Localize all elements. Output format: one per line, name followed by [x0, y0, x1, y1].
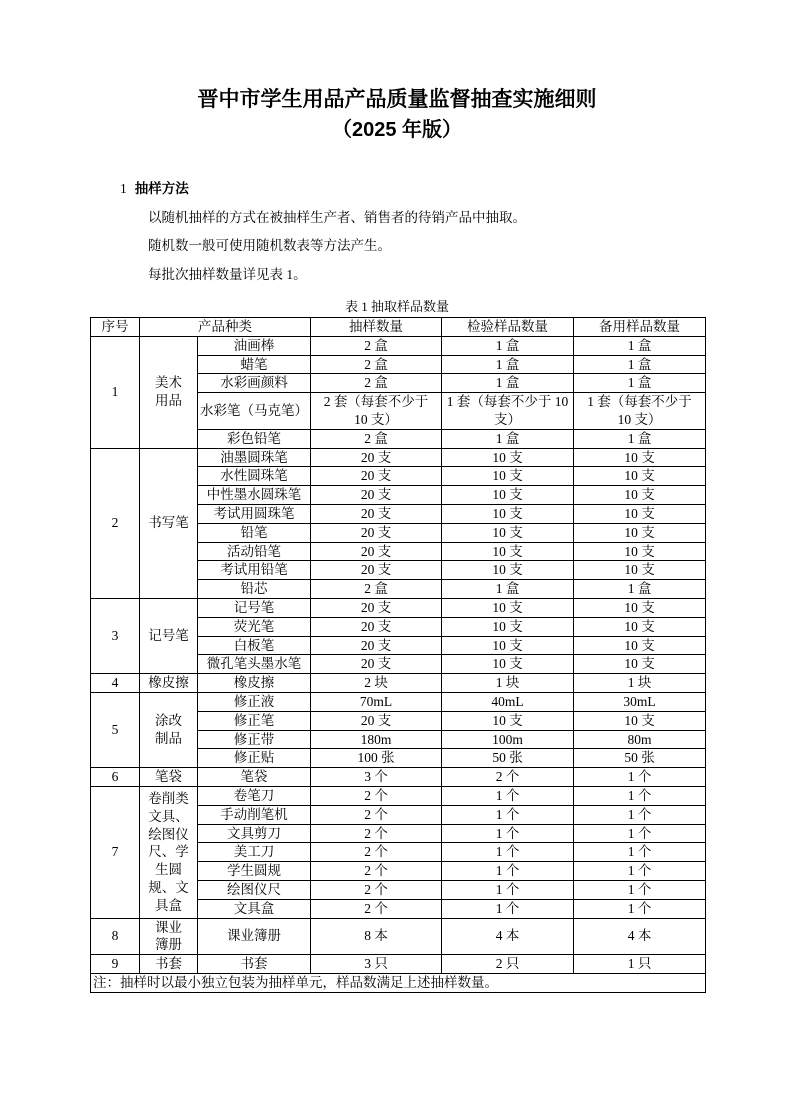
cell-backup-quantity: 10 支: [574, 655, 706, 674]
cell-serial-number: 1: [91, 336, 140, 448]
cell-backup-quantity: 10 支: [574, 542, 706, 561]
cell-serial-number: 4: [91, 674, 140, 693]
cell-product-name: 橡皮擦: [198, 674, 311, 693]
cell-backup-quantity: 1 个: [574, 786, 706, 805]
cell-product-name: 彩色铅笔: [198, 429, 311, 448]
cell-sample-quantity: 2 块: [311, 674, 442, 693]
cell-test-quantity: 10 支: [442, 561, 574, 580]
table-row: [91, 786, 706, 805]
cell-category: 美术 用品: [140, 336, 198, 448]
table-note-row: [91, 973, 706, 992]
cell-product-name: 修正带: [198, 730, 311, 749]
cell-product-name: 荧光笔: [198, 617, 311, 636]
cell-backup-quantity: 1 个: [574, 862, 706, 881]
cell-product-name: 修正液: [198, 692, 311, 711]
cell-sample-quantity: 20 支: [311, 617, 442, 636]
cell-backup-quantity: 10 支: [574, 598, 706, 617]
cell-product-name: 蜡笔: [198, 355, 311, 374]
cell-sample-quantity: 180m: [311, 730, 442, 749]
cell-sample-quantity: 2 盒: [311, 580, 442, 599]
cell-backup-quantity: 4 本: [574, 918, 706, 955]
cell-product-name: 考试用铅笔: [198, 561, 311, 580]
document-title: 晋中市学生用品产品质量监督抽查实施细则: [197, 88, 597, 111]
header-test-quantity: 检验样品数量: [442, 318, 574, 337]
table-header-row: [91, 318, 706, 337]
cell-product-name: 手动削笔机: [198, 805, 311, 824]
cell-product-name: 白板笔: [198, 636, 311, 655]
cell-test-quantity: 1 个: [442, 786, 574, 805]
cell-product-name: 文具剪刀: [198, 824, 311, 843]
cell-sample-quantity: 20 支: [311, 711, 442, 730]
cell-sample-quantity: 20 支: [311, 523, 442, 542]
table-row: [91, 336, 706, 355]
cell-sample-quantity: 20 支: [311, 598, 442, 617]
cell-backup-quantity: 1 个: [574, 824, 706, 843]
cell-serial-number: 9: [91, 955, 140, 974]
cell-backup-quantity: 10 支: [574, 711, 706, 730]
cell-product-name: 修正笔: [198, 711, 311, 730]
cell-product-name: 学生圆规: [198, 862, 311, 881]
cell-test-quantity: 1 个: [442, 805, 574, 824]
header-sample-quantity: 抽样数量: [311, 318, 442, 337]
cell-product-name: 书套: [198, 955, 311, 974]
cell-backup-quantity: 1 个: [574, 899, 706, 918]
cell-category: 卷削类 文具、 绘图仪 尺、学 生圆 规、文 具盒: [140, 786, 198, 918]
table-row: [91, 448, 706, 467]
cell-backup-quantity: 30mL: [574, 692, 706, 711]
cell-sample-quantity: 20 支: [311, 486, 442, 505]
cell-serial-number: 3: [91, 598, 140, 673]
cell-test-quantity: 10 支: [442, 486, 574, 505]
cell-backup-quantity: 1 盒: [574, 374, 706, 393]
cell-test-quantity: 1 个: [442, 843, 574, 862]
cell-product-name: 水性圆珠笔: [198, 467, 311, 486]
cell-sample-quantity: 2 套（每套不少于 10 支）: [311, 393, 442, 430]
cell-serial-number: 6: [91, 768, 140, 787]
cell-sample-quantity: 2 个: [311, 843, 442, 862]
cell-backup-quantity: 1 套（每套不少于 10 支）: [574, 393, 706, 430]
table-row: [91, 768, 706, 787]
cell-product-name: 油画棒: [198, 336, 311, 355]
cell-test-quantity: 1 个: [442, 824, 574, 843]
section-title: 抽样方法: [134, 181, 189, 196]
cell-test-quantity: 10 支: [442, 617, 574, 636]
cell-test-quantity: 1 块: [442, 674, 574, 693]
cell-sample-quantity: 2 盒: [311, 355, 442, 374]
cell-backup-quantity: 10 支: [574, 448, 706, 467]
cell-category: 书写笔: [140, 448, 198, 598]
cell-sample-quantity: 2 盒: [311, 429, 442, 448]
paragraph: 以随机抽样的方式在被抽样生产者、销售者的待销产品中抽取。: [148, 210, 526, 225]
table-row: [91, 674, 706, 693]
cell-test-quantity: 1 个: [442, 862, 574, 881]
cell-sample-quantity: 20 支: [311, 636, 442, 655]
cell-backup-quantity: 80m: [574, 730, 706, 749]
cell-test-quantity: 10 支: [442, 523, 574, 542]
cell-product-name: 记号笔: [198, 598, 311, 617]
cell-backup-quantity: 10 支: [574, 467, 706, 486]
cell-test-quantity: 2 只: [442, 955, 574, 974]
cell-test-quantity: 100m: [442, 730, 574, 749]
cell-product-name: 水彩画颜料: [198, 374, 311, 393]
cell-product-name: 美工刀: [198, 843, 311, 862]
cell-test-quantity: 1 盒: [442, 355, 574, 374]
cell-test-quantity: 1 个: [442, 880, 574, 899]
cell-test-quantity: 1 套（每套不少于 10 支）: [442, 393, 574, 430]
cell-test-quantity: 10 支: [442, 467, 574, 486]
cell-sample-quantity: 2 个: [311, 862, 442, 881]
cell-sample-quantity: 2 盒: [311, 374, 442, 393]
cell-test-quantity: 10 支: [442, 655, 574, 674]
cell-backup-quantity: 10 支: [574, 561, 706, 580]
cell-test-quantity: 10 支: [442, 542, 574, 561]
cell-category: 书套: [140, 955, 198, 974]
cell-backup-quantity: 1 块: [574, 674, 706, 693]
cell-sample-quantity: 2 个: [311, 805, 442, 824]
cell-backup-quantity: 1 盒: [574, 336, 706, 355]
cell-sample-quantity: 20 支: [311, 655, 442, 674]
cell-backup-quantity: 10 支: [574, 617, 706, 636]
cell-product-name: 修正贴: [198, 749, 311, 768]
cell-test-quantity: 10 支: [442, 504, 574, 523]
cell-product-name: 文具盒: [198, 899, 311, 918]
cell-product-name: 课业簿册: [198, 918, 311, 955]
cell-test-quantity: 10 支: [442, 711, 574, 730]
cell-test-quantity: 1 盒: [442, 580, 574, 599]
cell-backup-quantity: 1 盒: [574, 580, 706, 599]
cell-sample-quantity: 70mL: [311, 692, 442, 711]
cell-test-quantity: 1 盒: [442, 374, 574, 393]
cell-backup-quantity: 1 盒: [574, 429, 706, 448]
table-row: [91, 955, 706, 974]
cell-backup-quantity: 50 张: [574, 749, 706, 768]
cell-category: 笔袋: [140, 768, 198, 787]
cell-sample-quantity: 20 支: [311, 542, 442, 561]
cell-backup-quantity: 1 只: [574, 955, 706, 974]
cell-product-name: 铅芯: [198, 580, 311, 599]
section-heading: [120, 180, 189, 198]
cell-sample-quantity: 3 个: [311, 768, 442, 787]
cell-sample-quantity: 3 只: [311, 955, 442, 974]
cell-product-name: 微孔笔头墨水笔: [198, 655, 311, 674]
cell-serial-number: 5: [91, 692, 140, 767]
table-row: [91, 598, 706, 617]
cell-sample-quantity: 8 本: [311, 918, 442, 955]
cell-product-name: 考试用圆珠笔: [198, 504, 311, 523]
cell-backup-quantity: 1 个: [574, 768, 706, 787]
cell-test-quantity: 4 本: [442, 918, 574, 955]
cell-sample-quantity: 2 个: [311, 880, 442, 899]
table-row: [91, 918, 706, 955]
cell-product-name: 油墨圆珠笔: [198, 448, 311, 467]
cell-backup-quantity: 10 支: [574, 504, 706, 523]
cell-backup-quantity: 10 支: [574, 523, 706, 542]
cell-sample-quantity: 2 盒: [311, 336, 442, 355]
cell-sample-quantity: 20 支: [311, 448, 442, 467]
cell-sample-quantity: 2 个: [311, 824, 442, 843]
cell-product-name: 活动铅笔: [198, 542, 311, 561]
table-body: [91, 336, 706, 992]
sampling-quantity-table: [90, 317, 706, 993]
document-subtitle: （2025 年版）: [331, 119, 463, 141]
cell-backup-quantity: 1 个: [574, 805, 706, 824]
table-note: 注：抽样时以最小独立包装为抽样单元，样品数满足上述抽样数量。: [91, 973, 706, 992]
cell-product-name: 卷笔刀: [198, 786, 311, 805]
section-number: 1: [120, 181, 127, 196]
cell-test-quantity: 10 支: [442, 636, 574, 655]
cell-serial-number: 8: [91, 918, 140, 955]
cell-test-quantity: 10 支: [442, 448, 574, 467]
cell-test-quantity: 10 支: [442, 598, 574, 617]
paragraph: 随机数一般可使用随机数表等方法产生。: [148, 238, 391, 253]
cell-product-name: 水彩笔（马克笔）: [198, 393, 311, 430]
cell-backup-quantity: 1 盒: [574, 355, 706, 374]
cell-sample-quantity: 2 个: [311, 786, 442, 805]
cell-backup-quantity: 1 个: [574, 843, 706, 862]
table-caption: 表 1 抽取样品数量: [344, 299, 449, 314]
paragraph: 每批次抽样数量详见表 1。: [148, 267, 307, 282]
header-backup-quantity: 备用样品数量: [574, 318, 706, 337]
cell-product-name: 铅笔: [198, 523, 311, 542]
cell-test-quantity: 2 个: [442, 768, 574, 787]
cell-backup-quantity: 10 支: [574, 636, 706, 655]
cell-product-name: 中性墨水圆珠笔: [198, 486, 311, 505]
cell-test-quantity: 40mL: [442, 692, 574, 711]
cell-test-quantity: 50 张: [442, 749, 574, 768]
header-serial-number: 序号: [91, 318, 140, 337]
cell-product-name: 绘图仪尺: [198, 880, 311, 899]
cell-category: 课业 簿册: [140, 918, 198, 955]
cell-test-quantity: 1 盒: [442, 429, 574, 448]
cell-backup-quantity: 1 个: [574, 880, 706, 899]
cell-category: 涂改 制品: [140, 692, 198, 767]
cell-category: 记号笔: [140, 598, 198, 673]
header-product-category: 产品种类: [140, 318, 311, 337]
cell-serial-number: 7: [91, 786, 140, 918]
cell-category: 橡皮擦: [140, 674, 198, 693]
cell-backup-quantity: 10 支: [574, 486, 706, 505]
cell-sample-quantity: 2 个: [311, 899, 442, 918]
cell-test-quantity: 1 个: [442, 899, 574, 918]
cell-serial-number: 2: [91, 448, 140, 598]
cell-sample-quantity: 20 支: [311, 467, 442, 486]
cell-test-quantity: 1 盒: [442, 336, 574, 355]
cell-sample-quantity: 100 张: [311, 749, 442, 768]
cell-sample-quantity: 20 支: [311, 504, 442, 523]
cell-sample-quantity: 20 支: [311, 561, 442, 580]
cell-product-name: 笔袋: [198, 768, 311, 787]
table-row: [91, 692, 706, 711]
